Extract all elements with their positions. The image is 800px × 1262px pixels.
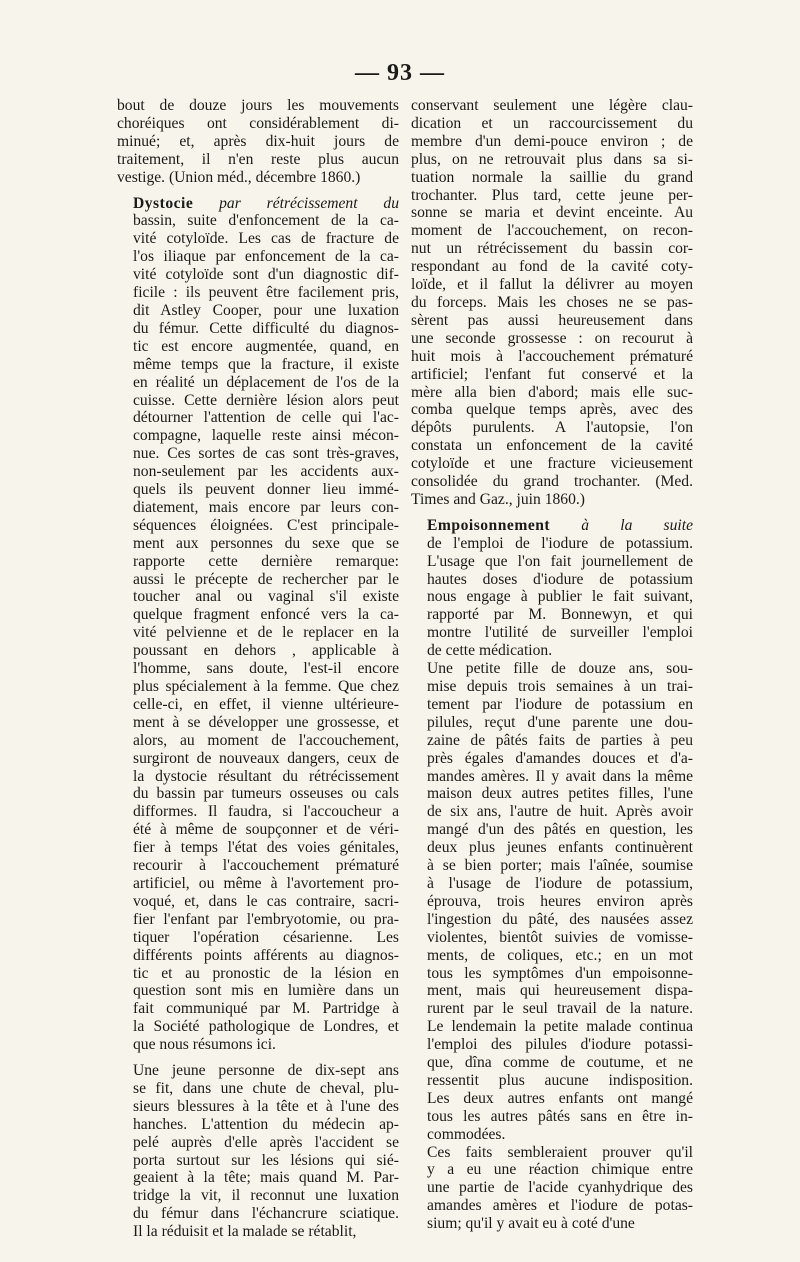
text-line: artificiel; l'enfant fut conservé et la <box>411 365 693 383</box>
text-line: y a eu une réaction chimique entre <box>427 1161 693 1179</box>
text-line: la dystocie résultant du rétrécissement <box>133 767 399 785</box>
text-line: mandes amères. Il y avait dans la même <box>427 767 693 785</box>
text-line: dépôts purulents. A l'autopsie, l'on <box>411 419 693 437</box>
text-line: l'homme, sans doute, l'est-il encore <box>133 660 399 678</box>
paragraph-dystocie <box>117 195 399 1055</box>
text-line: Il la réduisit et la malade se rétablit, <box>133 1223 357 1241</box>
text-line: du bassin par tumeurs osseuses ou cals <box>133 785 399 803</box>
text-line: huit mois à l'accouchement prématuré <box>411 347 693 365</box>
text-line: alors, au moment de l'accouchement, <box>133 731 399 749</box>
text-line: hanches. L'attention du médecin ap- <box>133 1115 399 1133</box>
text-line: zaine de pâtés faits de parties à peu <box>427 731 693 749</box>
text-line: bout de douze jours les mouvements <box>117 97 399 114</box>
text-line: rapporté par M. Bonnewyn, et qui <box>427 606 693 624</box>
text-line: en réalité un déplacement de l'os de la <box>133 373 399 391</box>
text-line: maison deux autres petites filles, l'une <box>427 785 693 803</box>
text-line: traitement, il n'en reste plus aucun <box>117 150 399 168</box>
paragraph-empoisonnement <box>411 517 693 660</box>
text-line: tic est encore augmentée, quand, en <box>133 337 399 355</box>
text-line: pilules, reçut d'une parente une dou- <box>427 713 693 731</box>
text-line: la Société pathologique de Londres, et <box>133 1018 399 1036</box>
text-line: une partie de l'acide cyanhydrique des <box>427 1179 693 1197</box>
text-line: Ces faits sembleraient prouver qu'il <box>427 1143 693 1161</box>
text-line: nut un rétrécissement du bassin cor- <box>411 240 693 258</box>
text-line: du fémur. Cette difficulté du diagnos- <box>133 319 399 337</box>
text-line: moment de l'accouchement, on recon- <box>411 222 693 240</box>
paragraph-chorea-end <box>117 97 399 187</box>
text-line: comba quelque temps après, avec des <box>411 401 693 419</box>
text-line: voqué, et, dans le cas contraire, sacri- <box>133 892 399 910</box>
text-line: de six ans, l'autre de huit. Après avoir <box>427 803 693 821</box>
text-line: vité cotyloïde sont d'un diagnostic dif- <box>133 266 399 284</box>
text-line: mise depuis trois semaines à un trai- <box>427 678 693 695</box>
text-line: trochanter. Plus tard, cette jeune per- <box>411 186 693 204</box>
text-line: Une petite fille de douze ans, sou- <box>427 660 693 678</box>
text-line: tiquer l'opération césarienne. Les <box>133 928 399 946</box>
paragraph-little-girl <box>411 660 693 1143</box>
text-line: deux plus jeunes enfants continuèrent <box>427 839 693 857</box>
text-line: mangé d'un des pâtés en question, les <box>427 821 693 839</box>
text-line: Times and Gaz., juin 1860.) <box>411 490 585 508</box>
right-column <box>411 97 693 1233</box>
text-line: sèrent pas aussi heureusement dans <box>411 311 693 329</box>
text-line: à l'usage de l'iodure de potassium, <box>427 874 693 892</box>
text-line: surgiront de nouveaux dangers, ceux de <box>133 749 399 767</box>
text-line: tous les autres pâtés sans en être in- <box>427 1107 693 1125</box>
left-column <box>117 97 399 1241</box>
text-line: tic et au pronostic de la lésion en <box>133 964 399 982</box>
text-line: diatement, mais encore par leurs con- <box>133 498 399 516</box>
text-line: poussant en dehors , applicable à <box>133 642 399 660</box>
text-line: ment à se développer une grossesse, et <box>133 713 399 731</box>
text-line: sonne se maria et devint enceinte. Au <box>411 204 693 222</box>
text-line: toucher anal ou vaginal s'il existe <box>133 588 399 606</box>
text-line: difformes. Il faudra, si l'accoucheur a <box>133 803 399 821</box>
text-line: loïde, et il fallut la délivrer au moyen <box>411 276 693 294</box>
text-line: vestige. (Union méd., décembre 1860.) <box>117 168 361 186</box>
text-line: éprouva, trois heures environ après <box>427 892 693 910</box>
paragraph-conclusion <box>411 1144 693 1234</box>
text-line: porta surtout sur les lésions qui sié- <box>133 1151 399 1169</box>
text-line: fier l'enfant par l'embryotomie, ou pra- <box>133 910 399 928</box>
text-line: Une jeune personne de dix-sept ans <box>133 1062 399 1080</box>
text-line: détourner l'attention de celle qui l'ac- <box>133 409 399 427</box>
text-line: compagne, laquelle reste ainsi mécon- <box>133 427 399 445</box>
text-line: tridge la vit, il reconnut une luxation <box>133 1187 399 1205</box>
paragraph-case-report <box>117 1062 399 1241</box>
text-line: rapporte cette dernière remarque: <box>133 552 399 570</box>
text-line: membre d'un demi-pouce environ ; de <box>411 132 693 150</box>
text-line: mère alla bien d'abord; mais elle suc- <box>411 383 693 401</box>
text-line: une seconde grossesse : on recourut à <box>411 329 693 347</box>
text-line: nue. Ces sortes de cas sont très-graves, <box>133 445 399 463</box>
text-line: été à même de soupçonner et de véri- <box>133 821 399 839</box>
text-line: du forceps. Mais les choses ne se pas- <box>411 293 693 311</box>
text-line: se fit, dans une chute de cheval, plu- <box>133 1079 399 1097</box>
text-line: cotyloïde et une fracture vicieusement <box>411 455 693 473</box>
text-line: consolidée du grand trochanter. (Med. <box>411 473 693 491</box>
text-line: près égales d'amandes douces et d'a- <box>427 749 693 767</box>
text-line: ressentit plus aucune indisposition. <box>427 1071 693 1089</box>
text-line: différents points afférents au diagnos- <box>133 946 399 964</box>
text-line: tement par l'iodure de potassium en <box>427 695 693 713</box>
text-line: ficile : ils peuvent être facilement pris, <box>133 284 399 302</box>
text-line: l'emploi des pilules d'iodure potassi- <box>427 1036 693 1054</box>
text-line: séquences éloignées. C'est principale- <box>133 516 399 534</box>
text-line: respondant au fond de la cavité coty- <box>411 258 693 276</box>
text-line: plus spécialement à la femme. Que chez <box>133 678 399 695</box>
text-line: choréiques ont considérablement di- <box>117 114 399 132</box>
heading-dystocie: Dystocie <box>133 194 194 212</box>
text-line: à se bien porter; mais l'aînée, soumise <box>427 857 693 875</box>
text-line: celle-ci, en effet, il vienne ultérieure- <box>133 695 399 713</box>
text-line: sium; qu'il y avait eu à coté d'une <box>427 1215 635 1233</box>
text-line: pelé auprès d'elle après l'accident se <box>133 1133 399 1151</box>
text-line: non-seulement par les accidents aux- <box>133 463 399 481</box>
page-number: — 93 — <box>355 60 445 86</box>
text-line: Le lendemain la petite malade continua <box>427 1018 693 1036</box>
heading-empoisonnement: Empoisonnement <box>427 516 551 534</box>
text-line: artificiel, ou même à l'avortement pro- <box>133 874 399 892</box>
text-line: fier à temps l'état des voies génitales, <box>133 839 399 857</box>
text-line: geaient à la tête; mais quand M. Par- <box>133 1169 399 1187</box>
text-line: tous les symptômes d'un empoisonne- <box>427 964 693 982</box>
text-line: l'ingestion du pâté, des nausées assez <box>427 910 693 928</box>
text-line: conservant seulement une légère clau- <box>411 97 693 114</box>
text-line: minué; et, après dix-huit jours de <box>117 132 399 150</box>
text-line: même temps que la fracture, il existe <box>133 355 399 373</box>
paragraph-case-continued <box>411 97 693 509</box>
text-line: L'usage que l'on fait journellement de <box>427 552 693 570</box>
text-line: nous engage à publier le fait suivant, <box>427 588 693 606</box>
text-line: ment aux personnes du sexe que se <box>133 534 399 552</box>
text-line: que nous résumons ici. <box>133 1036 276 1054</box>
text-line: bassin, suite d'enfoncement de la ca- <box>133 212 399 230</box>
text-line: que, dîna comme de coutume, et ne <box>427 1054 693 1072</box>
text-line: quelque fragment enfoncé vers la ca- <box>133 606 399 624</box>
text-line: plus, on ne retrouvait plus dans sa si- <box>411 150 693 168</box>
text-line: ment, mais qui heureusement dispa- <box>427 982 693 1000</box>
heading-empoisonnement-subtitle: à la suite <box>550 516 693 534</box>
text-line: amandes amères et l'iodure de potas- <box>427 1197 693 1215</box>
text-line: violentes, bientôt suivies de vomisse- <box>427 928 693 946</box>
text-line: quels ils peuvent donner lieu immé- <box>133 481 399 499</box>
text-line: question sont mis en lumière dans un <box>133 982 399 1000</box>
text-line: cuisse. Cette dernière lésion alors peut <box>133 391 399 409</box>
text-line: vité pelvienne et de le replacer en la <box>133 624 399 642</box>
text-line: montre l'utilité de surveiller l'emploi <box>427 624 693 642</box>
text-line: vité cotyloïde. Les cas de fracture de <box>133 230 399 248</box>
text-line: tuation normale la saillie du grand <box>411 168 693 186</box>
text-line: Les deux autres enfants ont mangé <box>427 1089 693 1107</box>
heading-dystocie-subtitle: par rétrécissement du <box>193 194 399 212</box>
text-line: de cette médication. <box>427 642 553 660</box>
text-line: aussi le précepte de rechercher par le <box>133 570 399 588</box>
text-line: recourir à l'accouchement prématuré <box>133 857 399 875</box>
text-line: l'os iliaque par enfoncement de la ca- <box>133 248 399 266</box>
text-line: commodées. <box>427 1125 506 1143</box>
text-line: ments, de coliques, etc.; en un mot <box>427 946 693 964</box>
text-line: dit Astley Cooper, pour une luxation <box>133 301 399 319</box>
text-line: de l'emploi de l'iodure de potassium. <box>427 534 693 552</box>
text-line: sieurs blessures à la tête et à l'une des <box>133 1097 399 1115</box>
text-line: fait communiqué par M. Partridge à <box>133 1000 399 1018</box>
text-line: rurent par le seul travail de la nature. <box>427 1000 693 1018</box>
text-line: hautes doses d'iodure de potassium <box>427 570 693 588</box>
text-line: constata un enfoncement de la cavité <box>411 437 693 455</box>
text-line: du fémur dans l'échancrure sciatique. <box>133 1205 399 1223</box>
text-line: dication et un raccourcissement du <box>411 114 693 132</box>
